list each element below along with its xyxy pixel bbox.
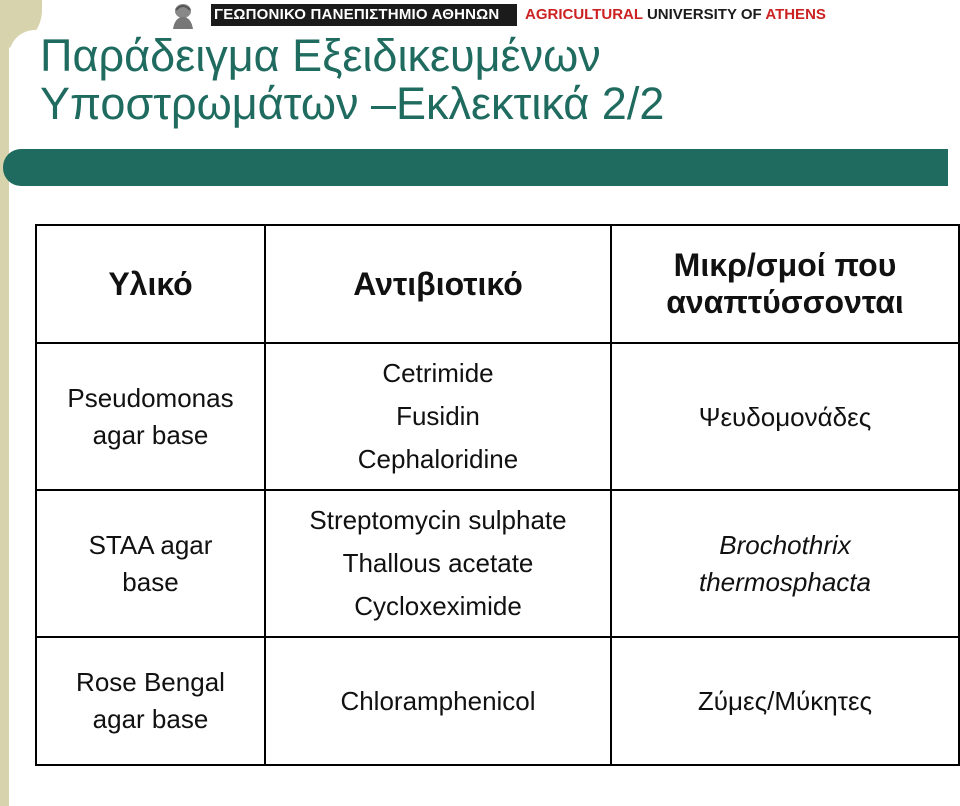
university-en-word-3: OF: [740, 6, 762, 23]
table-row: [36, 343, 959, 490]
university-en-word-2: UNIVERSITY: [646, 6, 737, 23]
table-row: [36, 490, 959, 637]
university-en-word-4: ATHENS: [765, 6, 826, 23]
table-row: [36, 637, 959, 765]
slide-title-line-1: Παράδειγμα Εξειδικευμένων: [40, 30, 601, 81]
material-line-2: agar base: [92, 704, 209, 734]
header-antibiotic: Αντιβιοτικό: [265, 225, 611, 343]
material-line-1: Pseudomonas: [67, 382, 234, 413]
cell-organisms: Ψευδομονάδες: [611, 343, 959, 490]
university-name-greek: ΓΕΩΠΟΝΙΚΟ ΠΑΝΕΠΙΣΤΗΜΙΟ ΑΘΗΝΩΝ: [211, 4, 517, 26]
cell-antibiotic: [265, 637, 611, 765]
media-table: [35, 224, 960, 766]
antibiotic-item: Thallous acetate: [342, 548, 534, 578]
slide-title-line-2: Υποστρωμάτων –Εκλεκτικά 2/2: [40, 78, 665, 129]
cell-antibiotic: [265, 490, 611, 637]
cell-material: [36, 490, 265, 637]
antibiotic-item: Cephaloridine: [357, 444, 519, 474]
university-en-word-1: AGRICULTURAL: [525, 6, 643, 23]
antibiotic-item: Fusidin: [396, 401, 480, 431]
material-line-2: agar base: [92, 419, 209, 450]
header-organisms: [611, 225, 959, 343]
university-name-english: [525, 4, 826, 26]
cell-material: [36, 637, 265, 765]
antibiotic-item: Streptomycin sulphate: [309, 505, 567, 535]
university-emblem-icon: [165, 2, 201, 30]
material-line-1: STAA agar: [88, 529, 213, 560]
left-decor-bar: [0, 0, 9, 806]
antibiotic-item: Cycloxeximide: [354, 591, 522, 621]
cell-organisms: [611, 490, 959, 637]
slide-title: [40, 32, 940, 128]
antibiotic-item: Chloramphenicol: [340, 685, 536, 716]
table-header-row: [36, 225, 959, 343]
title-underline-bar: [3, 149, 948, 186]
header-organisms-line-2: αναπτύσσονται: [666, 284, 904, 320]
organisms-line-1: Brochothrix: [719, 529, 851, 560]
cell-material: [36, 343, 265, 490]
university-header: [165, 0, 855, 30]
header-organisms-line-1: Μικρ/σμοί που: [673, 247, 897, 283]
organisms-line-2: thermosphacta: [699, 566, 871, 597]
header-material: Υλικό: [36, 225, 265, 343]
antibiotic-item: Cetrimide: [382, 358, 494, 388]
material-line-2: base: [122, 566, 179, 597]
material-line-1: Rose Bengal: [76, 667, 225, 697]
cell-antibiotic: [265, 343, 611, 490]
cell-organisms: Ζύμες/Μύκητες: [611, 637, 959, 765]
